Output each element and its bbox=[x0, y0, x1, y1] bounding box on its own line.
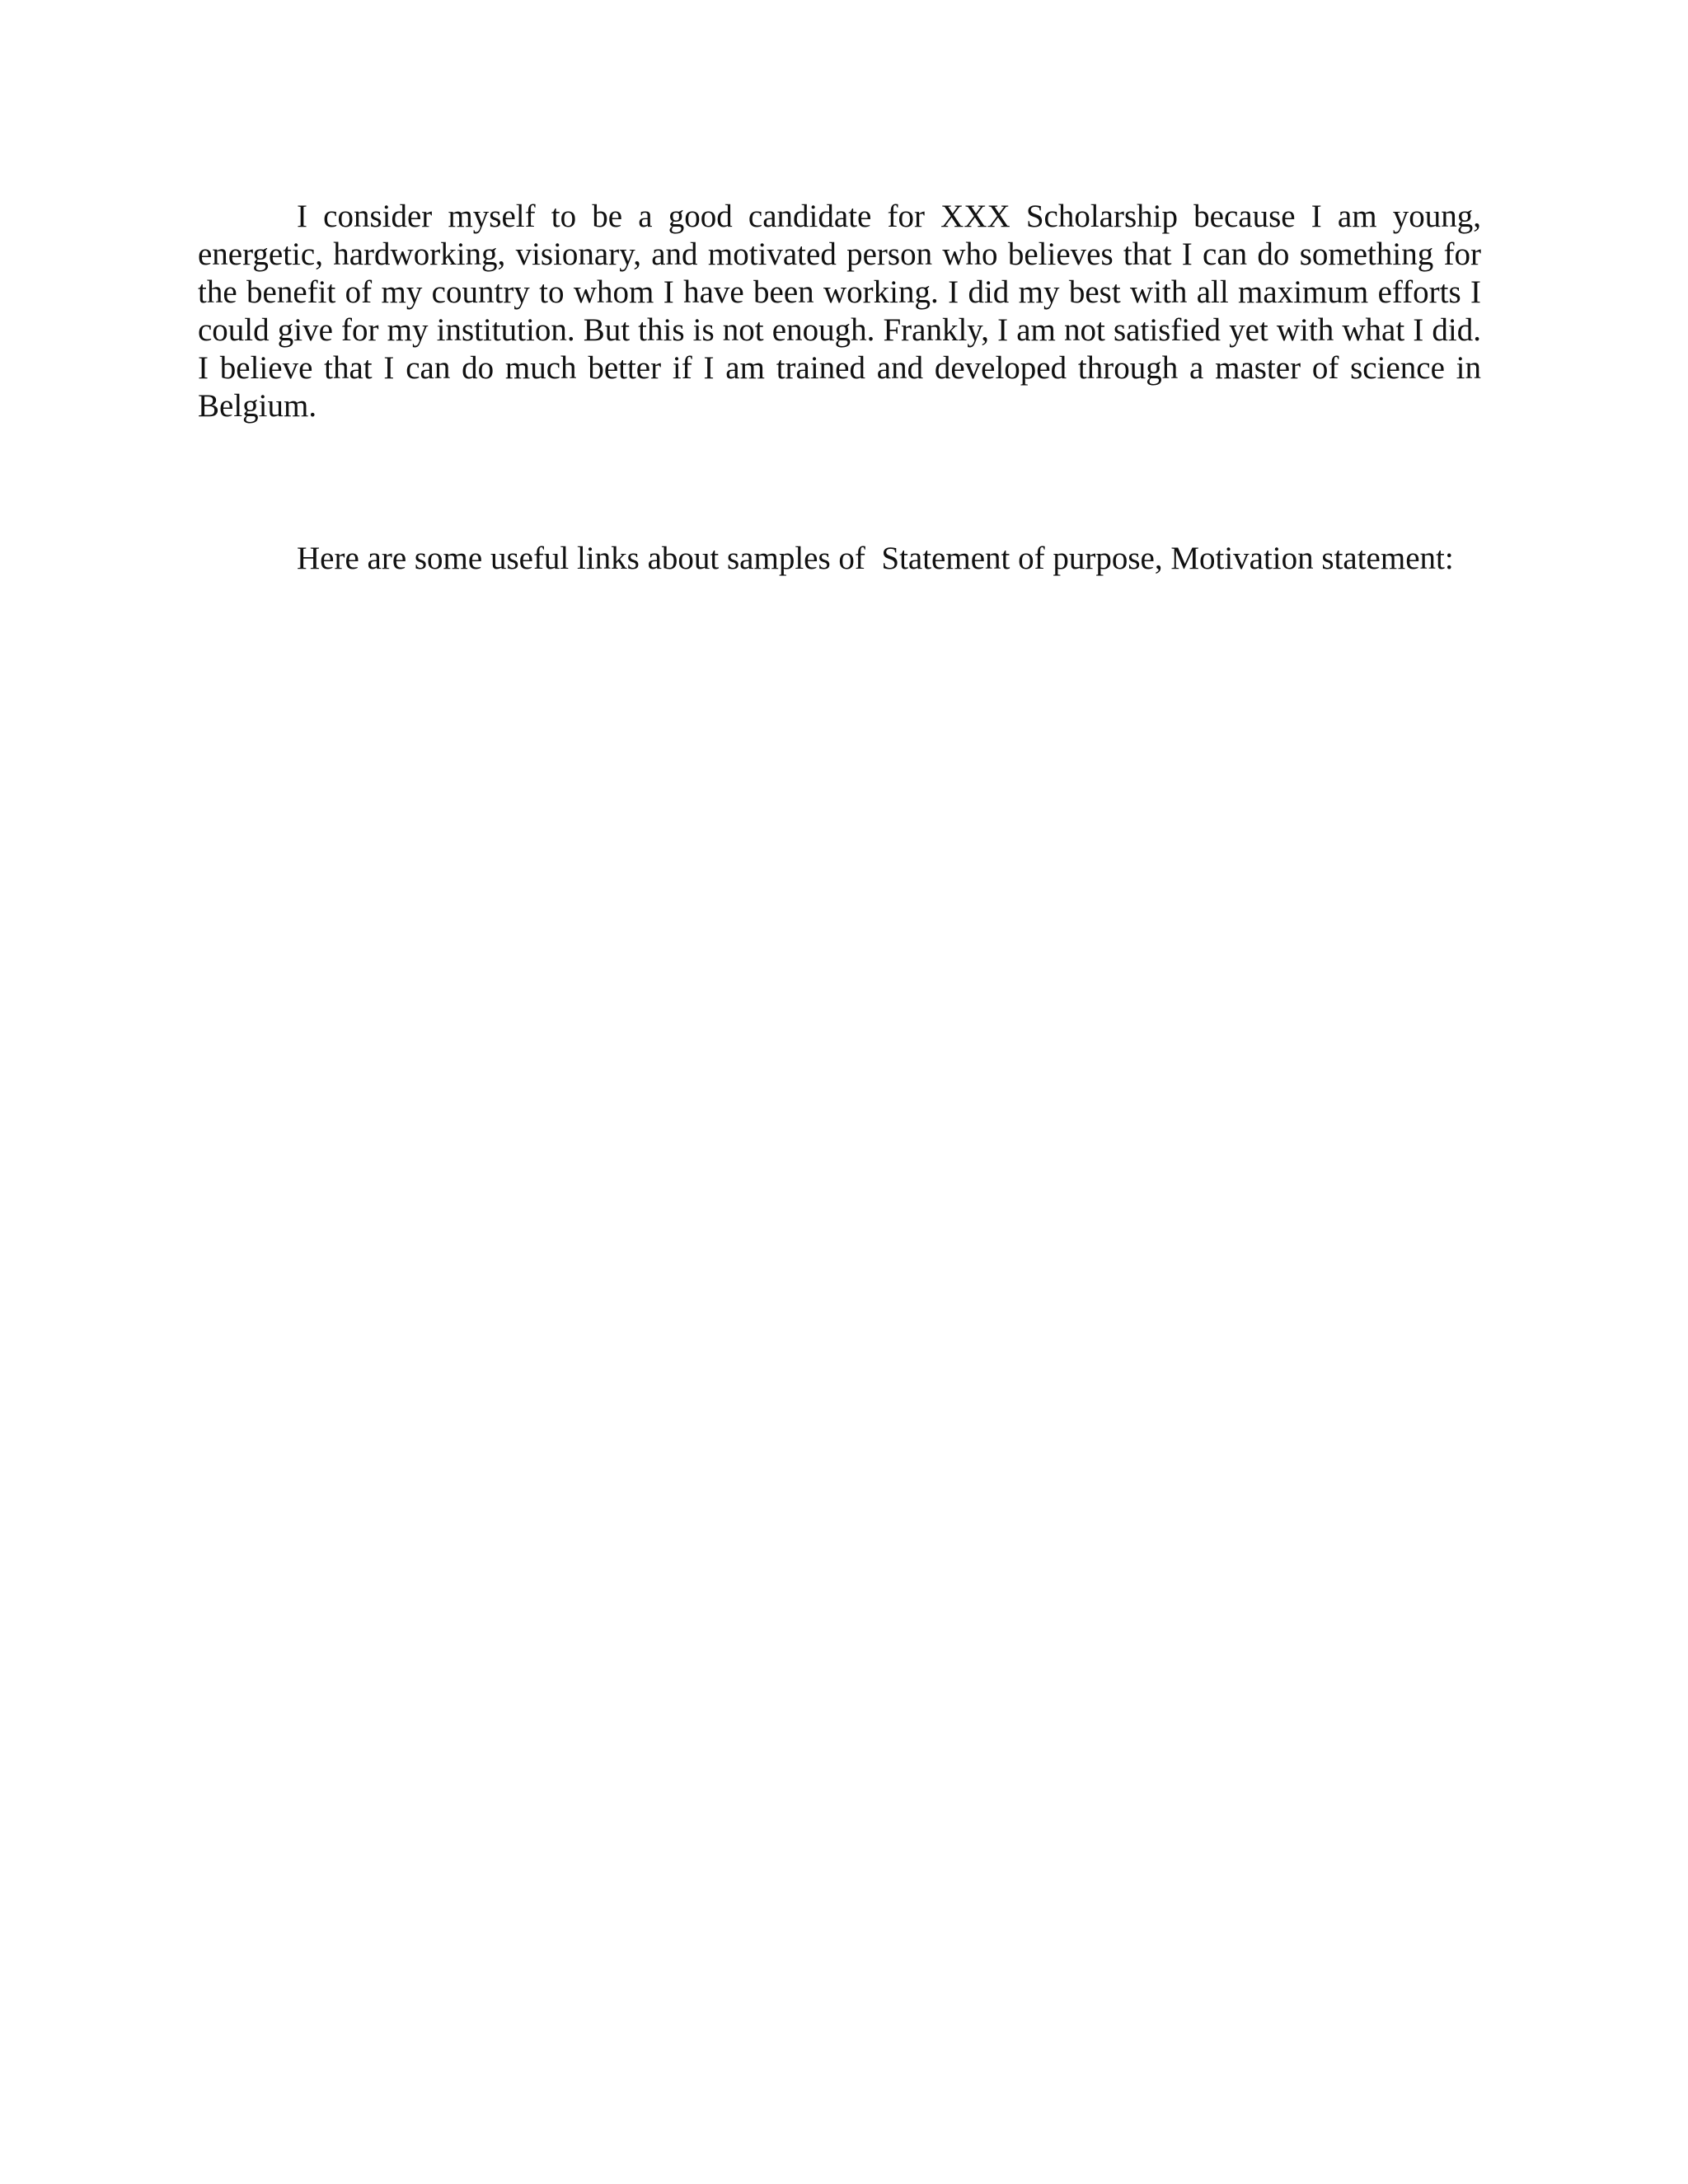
useful-links-intro: Here are some useful links about samples of Statement of purpose, Motivation statement: bbox=[297, 541, 1454, 576]
motivation-paragraph: I consider myself to be a good candidate for XXX Scholarship because I am young, energetic, hardworking, visionary, and motivated person who believes that I can do something for the benefit of my country to whom I have been working. I did my best with all maximum efforts I could give for my institution. But this is not enough. Frankly, I am not satisfied yet with what I did. I believe that I can do much better if I am trained and developed through a master of science in Belgium. bbox=[198, 199, 1481, 424]
